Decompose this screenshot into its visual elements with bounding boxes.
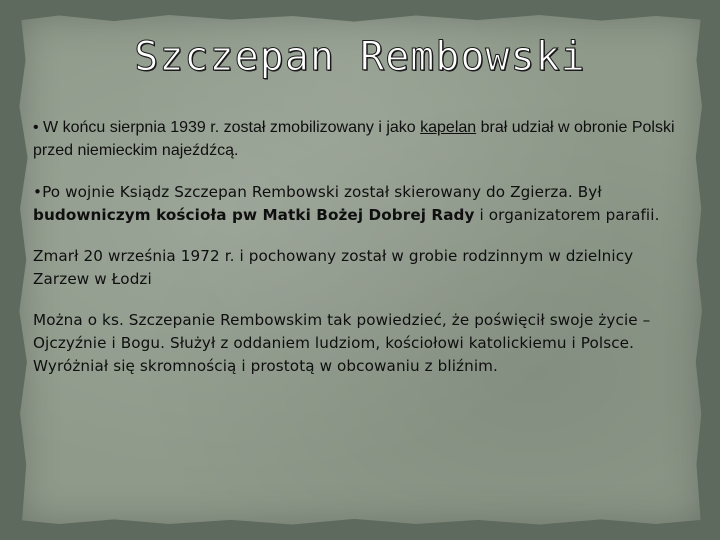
bullet: • <box>33 183 43 201</box>
paragraph-text: Po wojnie Ksiądz Szczepan Rembowski został skierowany do Zgierza. Był <box>42 183 602 201</box>
paragraph-death <box>33 245 693 291</box>
paragraph-text: i organizatorem parafii. <box>474 206 660 224</box>
paragraph-text: W końcu sierpnia 1939 r. został zmobilizowany i jako <box>38 119 421 136</box>
slide-title: Szczepan Rembowski <box>134 34 586 80</box>
slide-content <box>33 116 693 396</box>
paragraph-text: Zmarł 20 września 1972 r. i pochowany został w grobie rodzinnym w dzielnicy Zarzew w Łodzi <box>33 247 634 288</box>
paragraph-text: Można o ks. Szczepanie Rembowskim tak powiedzieć, że poświęcił swoje życie – Ojczyźnie i Bogu. Służył z oddaniem ludziom, kościołowi katolickiemu i Polsce. Wyróżniał się skromnością i prostotą w obcowaniu z bliźnim. <box>33 311 651 375</box>
kapelan-link[interactable]: kapelan <box>420 119 477 136</box>
paragraph-summary <box>33 309 693 378</box>
paragraph-text: brał udział w obronie Polski przed niemieckim najeźdźcą. <box>33 119 675 159</box>
church-name-bold: budowniczym kościoła pw Matki Bożej Dobrej Rady <box>33 206 475 224</box>
paragraph-zgierz <box>33 181 693 227</box>
paragraph-mobilization <box>33 116 693 162</box>
bullet: • <box>33 119 39 136</box>
